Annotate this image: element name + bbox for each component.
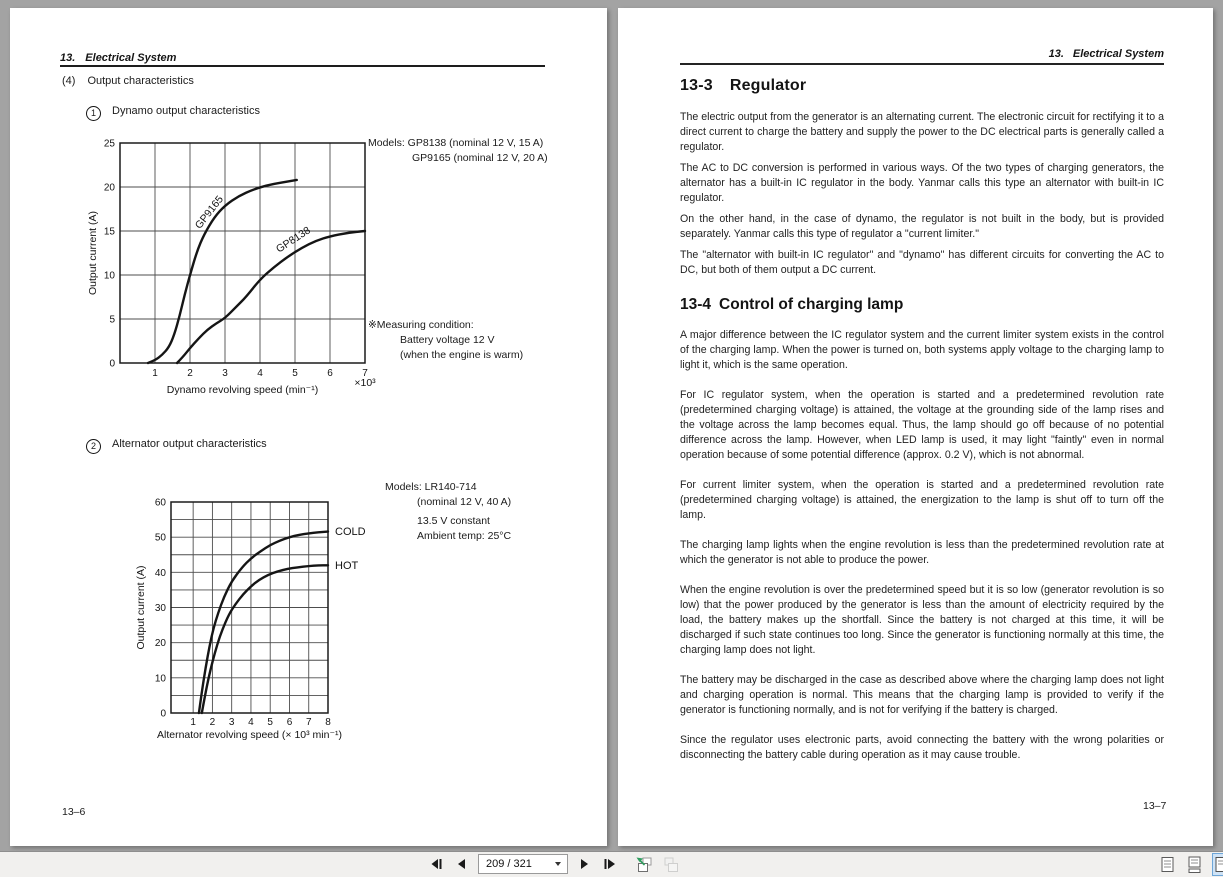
svg-text:8: 8 (325, 717, 331, 728)
curve-label-GP8138: GP8138 (273, 224, 313, 256)
svg-text:15: 15 (103, 226, 115, 238)
svg-text:3: 3 (228, 717, 235, 728)
paragraph: For current limiter system, when the operation is started and a predetermined revolution rate (predetermined charging voltage) is attained, the energization to the lamp is shut off to turn off the lamp. (680, 479, 1164, 521)
first-page-button[interactable] (426, 854, 446, 874)
single-page-view-button[interactable] (1158, 853, 1177, 876)
next-page-button[interactable] (574, 854, 594, 874)
svg-text:5: 5 (109, 314, 115, 326)
svg-text:0: 0 (109, 358, 115, 370)
right-text-column (680, 48, 1164, 778)
svg-text:4: 4 (257, 368, 263, 379)
section-13-4-heading (680, 296, 1164, 314)
previous-page-icon (455, 857, 469, 871)
section-13-4-title: Control of charging lamp (719, 296, 904, 313)
section-13-3-heading (680, 77, 1164, 95)
section-number: (4) (62, 75, 76, 87)
x-unit-label: ×10³ (354, 377, 376, 389)
svg-text:30: 30 (154, 603, 166, 614)
svg-text:10: 10 (154, 673, 166, 685)
svg-text:3: 3 (222, 368, 228, 379)
svg-text:2: 2 (187, 368, 193, 379)
svg-text:6: 6 (286, 717, 293, 728)
measuring-condition-line2: Battery voltage 12 V (400, 334, 495, 346)
subsection-2-title: Alternator output characteristics (112, 438, 267, 450)
left-page (10, 8, 607, 846)
curve-label-HOT: HOT (335, 559, 359, 572)
subsection-1-title: Dynamo output characteristics (112, 105, 260, 117)
page-number-combobox[interactable] (478, 854, 568, 874)
section-line (62, 75, 194, 87)
y-axis-label: Output current (A) (135, 565, 147, 650)
svg-text:0: 0 (160, 708, 166, 720)
svg-text:1: 1 (190, 717, 196, 728)
svg-text:4: 4 (248, 717, 254, 728)
svg-text:7: 7 (362, 368, 368, 379)
paragraph: For IC regulator system, when the operation is started and a predetermined revolution rate (predetermined charging voltage) is attained, the voltage at the grounding side of the lamp rises and the voltage across the lamp becomes equal. Thus, the lamp should go off because of no potential difference across the lamp. However, when LED lamp is used, it may light "faintly" even in normal operation because of some potential difference (approx. 0.2 V), which is not abnormal. (680, 389, 1164, 461)
paragraph: The electric output from the generator is an alternating current. The electronic circuit for rectifying it to a direct current to charge the battery and supply the power to the DC electrical parts is generally called a regulator. (680, 111, 1164, 153)
facing-pages-view-button[interactable] (1212, 853, 1223, 876)
header-rule (60, 65, 545, 67)
curve-GP8138 (177, 231, 365, 363)
section-13-3-number: 13-3 (680, 77, 713, 94)
right-page (618, 8, 1213, 846)
svg-text:20: 20 (154, 638, 166, 650)
x-axis-label: Dynamo revolving speed (min⁻¹) (166, 384, 319, 396)
svg-text:5: 5 (292, 368, 298, 379)
paragraph: The AC to DC conversion is performed in various ways. Of the two types of charging generators, the alternator has a built-in IC regulator in the body. Yanmar calls this type an alternator with built-in IC regulator. (680, 162, 1164, 204)
right-chapter-header (680, 48, 1164, 60)
continuous-view-button[interactable] (1185, 853, 1204, 876)
left-page-number: 13–6 (62, 806, 86, 818)
svg-text:7: 7 (305, 717, 312, 728)
chart1-models-note (368, 136, 548, 166)
svg-text:2: 2 (209, 717, 216, 728)
chart2-models-line1: Models: LR140-714 (385, 481, 477, 493)
view-history-group (634, 854, 681, 874)
chart2-cond-line1: 13.5 V constant (417, 515, 490, 527)
svg-text:5: 5 (267, 717, 273, 728)
right-page-number: 13–7 (1143, 800, 1167, 812)
paragraph: On the other hand, in the case of dynamo, the regulator is not built in the body, but is provided separately. Yanmar calls this type of regulator a "current limiter." (680, 213, 1164, 240)
previous-page-button[interactable] (452, 854, 472, 874)
curve-label-COLD: COLD (335, 526, 366, 539)
paragraph: When the engine revolution is over the predetermined speed but it is so low (generator revolution is so low) that the power produced by the generator is less than the amount of electricity required by the load, the battery makes up the shortfall. Since the battery is not charged at this time, it will be discharged if such state continues too long. Since the generator is functioning normally at this time, the charging lamp does not light. (680, 584, 1164, 656)
chart2-models-line2: (nominal 12 V, 40 A) (417, 496, 512, 508)
last-page-icon (603, 857, 617, 871)
last-page-button[interactable] (600, 854, 620, 874)
curve-label-GP9165: GP9165 (192, 193, 226, 232)
viewer-toolbar (0, 851, 1223, 877)
facing-pages-view-icon (1215, 856, 1223, 873)
svg-text:10: 10 (103, 270, 115, 282)
tick-labels (155, 498, 331, 729)
svg-text:20: 20 (103, 182, 115, 194)
paragraph: A major difference between the IC regulator system and the current limiter system exists in the control of the charging lamp. When the power is turned on, both systems apply voltage to the charging lamp to light it, which is the same operation. (680, 329, 1164, 371)
page-layout-mode-group (1158, 852, 1223, 876)
section-title: Output characteristics (87, 75, 194, 87)
gridlines (120, 143, 365, 363)
paragraph: The battery may be discharged in the case as described above where the charging lamp does not light and charging operation is normal. This means that the charging lamp is provided to verify if the generator is functioning normally, and is not for verifying if the battery is charged. (680, 674, 1164, 716)
measuring-condition-line1: ※Measuring condition: (368, 319, 474, 331)
chart1-models-line1: Models: GP8138 (nominal 12 V, 15 A) (368, 137, 544, 149)
svg-text:60: 60 (154, 497, 166, 509)
svg-text:1: 1 (152, 368, 158, 379)
y-axis-label: Output current (A) (87, 210, 99, 296)
chart2-models-note (385, 480, 511, 544)
curve-GP9165 (148, 180, 297, 363)
header-rule (680, 63, 1164, 65)
measuring-condition-line3: (when the engine is warm) (400, 349, 524, 361)
page-navigation-group (426, 852, 681, 876)
measuring-condition-note (368, 318, 523, 363)
paragraph: Since the regulator uses electronic parts, avoid connecting the battery with the wrong polarities or disconnecting the battery cable during operation as it may cause trouble. (680, 734, 1164, 761)
svg-text:50: 50 (154, 532, 166, 544)
chapter-number: 13. (1048, 48, 1064, 60)
continuous-view-icon (1188, 856, 1201, 873)
svg-text:6: 6 (327, 368, 333, 379)
single-page-view-icon (1161, 856, 1174, 873)
subsection-2-line (86, 438, 267, 454)
combobox-dropdown-icon[interactable] (555, 862, 561, 866)
previous-view-icon (635, 856, 653, 873)
chart2-cond-line2: Ambient temp: 25°C (417, 530, 512, 542)
circled-number-2: 2 (86, 439, 101, 454)
subsection-1-line (86, 105, 260, 121)
section-13-3-title: Regulator (729, 77, 807, 94)
tick-labels (104, 139, 368, 380)
chapter-title: Electrical System (1072, 48, 1164, 60)
chapter-number: 13. (60, 52, 76, 64)
previous-view-button[interactable] (634, 854, 654, 874)
plot-border (120, 143, 365, 363)
left-chapter-header (60, 52, 176, 64)
chapter-title: Electrical System (85, 52, 177, 64)
alternator-output-chart (110, 488, 430, 764)
svg-text:25: 25 (103, 138, 115, 150)
dynamo-output-chart (80, 128, 400, 420)
paragraph: The "alternator with built-in IC regulator" and "dynamo" has different circuits for converting the AC to DC, but both of them output a DC current. (680, 249, 1164, 276)
paragraph: The charging lamp lights when the engine revolution is less than the predetermined revolution rate at which the generator is not able to produce the power. (680, 539, 1164, 566)
x-axis-label: Alternator revolving speed (× 10³ min⁻¹) (157, 729, 342, 741)
next-page-icon (577, 857, 591, 871)
page-number-input[interactable] (486, 857, 552, 871)
chart1-models-line2: GP9165 (nominal 12 V, 20 A) (412, 152, 548, 164)
next-view-icon (662, 856, 680, 873)
svg-text:40: 40 (154, 567, 166, 579)
next-view-button[interactable] (661, 854, 681, 874)
first-page-icon (429, 857, 443, 871)
section-13-4-number: 13-4 (680, 296, 712, 313)
circled-number-1: 1 (86, 106, 101, 121)
